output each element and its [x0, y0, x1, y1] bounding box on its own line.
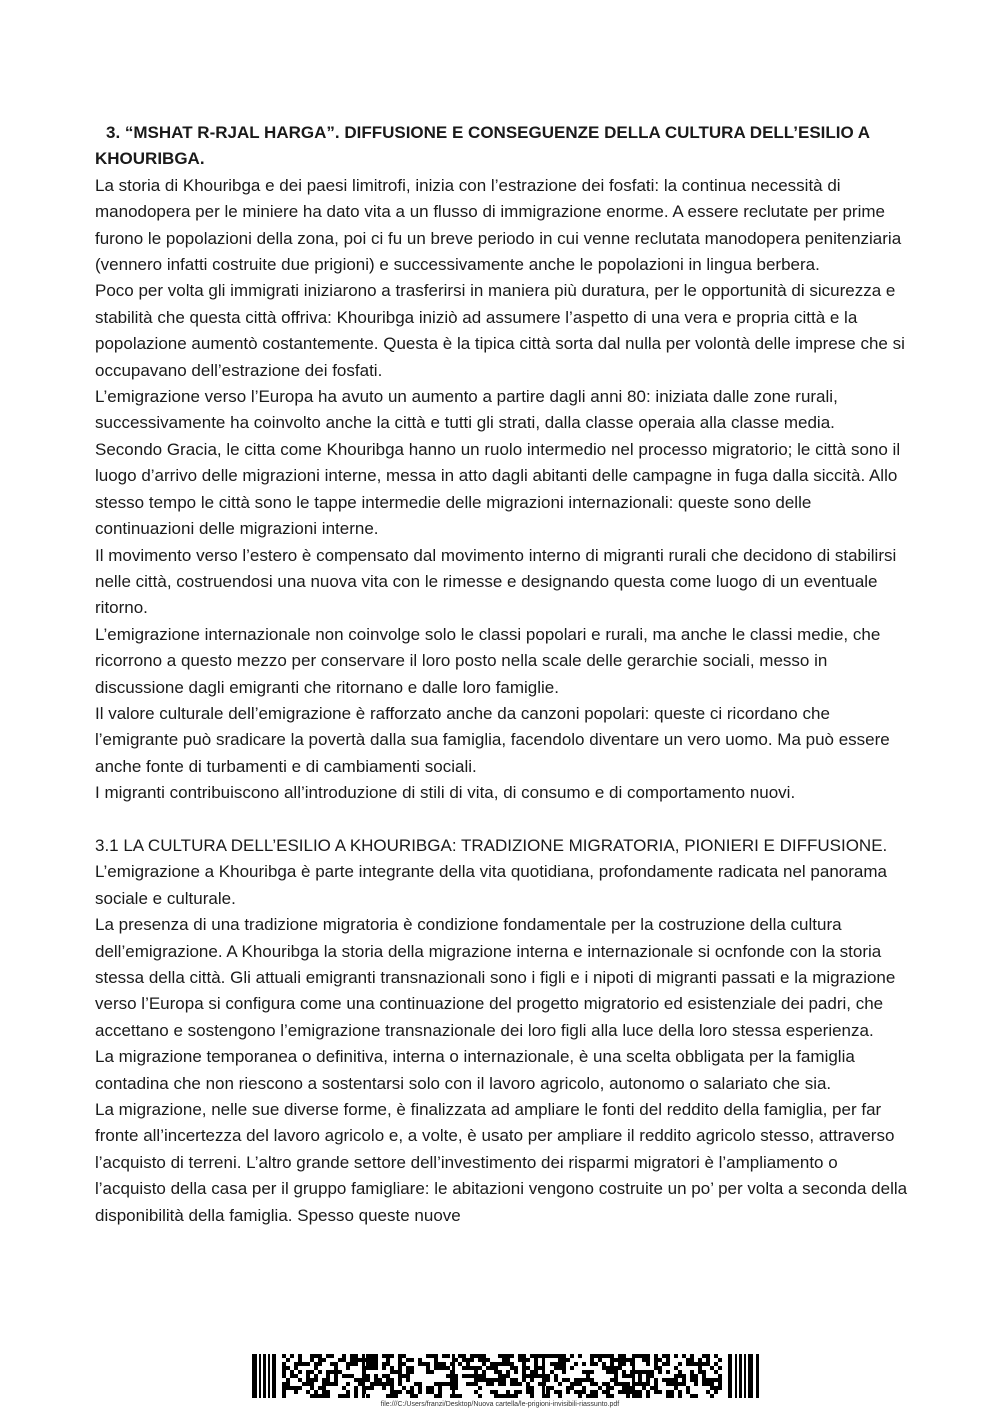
- paragraph: La storia di Khouribga e dei paesi limitrofi, inizia con l’estrazione dei fosfati: la continua necessità di manodopera per le miniere ha dato vita a un flusso di immigrazione enorme. A essere reclutate per prime furono le popolazioni della zona, poi ci fu un breve periodo in cui venne reclutata manodopera penitenziaria (vennero infatti costruite due prigioni) e successivamente anche le popolazioni in lingua berbera.: [95, 175, 902, 275]
- section-3-heading: 3. “MSHAT R-RJAL HARGA”. DIFFUSIONE E CONSEGUENZE DELLA CULTURA DELL’ESILIO A KHOURIBGA.: [95, 123, 870, 169]
- paragraph: La migrazione temporanea o definitiva, interna o internazionale, è una scelta obbligata per la famiglia contadina che non riescono a sostentarsi solo con il lavoro agricolo, autonomo o salariato che sia.: [95, 1047, 855, 1093]
- section-spacer: [95, 807, 910, 833]
- paragraph: L’emigrazione verso l’Europa ha avuto un aumento a partire dagli anni 80: iniziata dalle zone rurali, successivamente ha coinvolto anche la città e tutti gli strati, dalla classe operaia alla classe media.: [95, 387, 838, 433]
- paragraph: L’emigrazione internazionale non coinvolge solo le classi popolari e rurali, ma anche le classi medie, che ricorrono a questo mezzo per conservare il loro posto nella scale delle gerarchie sociali, messo in discussione dagli emigranti che ritornano e dalle loro famiglie.: [95, 624, 881, 697]
- paragraph: Secondo Gracia, le citta come Khouribga hanno un ruolo intermedio nel processo migratorio; le città sono il luogo d’arrivo delle migrazioni interne, messa in atto dagli abitanti delle campagne in fuga dalla siccità. Allo stesso tempo le città sono le tappe intermedie delle migrazioni internazionali: queste sono delle continuazioni delle migrazioni interne.: [95, 439, 901, 539]
- barcode-icon: [252, 1354, 762, 1398]
- paragraph: Il valore culturale dell’emigrazione è rafforzato anche da canzoni popolari: queste ci ricordano che l’emigrante può sradicare la povertà dalla sua famiglia, facendolo diventare un vero uomo. Ma può essere anche fonte di turbamenti e di cambiamenti sociali.: [95, 703, 890, 776]
- document-body: [95, 120, 910, 1229]
- paragraph: L’emigrazione a Khouribga è parte integrante della vita quotidiana, profondamente radicata nel panorama sociale e culturale.: [95, 862, 887, 908]
- paragraph: Poco per volta gli immigrati iniziarono a trasferirsi in maniera più duratura, per le opportunità di sicurezza e stabilità che questa città offriva: Khouribga iniziò ad assumere l’aspetto di una vera e propria città e la popolazione aumentò costantemente. Questa è la tipica città sorta dal nulla per volontà delle imprese che si occupavano dell’estrazione dei fosfati.: [95, 281, 905, 380]
- paragraph: La migrazione, nelle sue diverse forme, è finalizzata ad ampliare le fonti del reddito della famiglia, per far fronte all’incertezza del lavoro agricolo e, a volte, è usato per ampliare il reddito agricolo stesso, attraverso l’acquisto di terreni. L’altro grande settore dell’investimento dei risparmi migratori è l’ampliamento o l’acquisto della casa per il gruppo famigliare: le abitazioni vengono costruite un po’ per volta a seconda della disponibilità della famiglia. Spesso queste nuove: [95, 1100, 908, 1225]
- paragraph: Il movimento verso l’estero è compensato dal movimento interno di migranti rurali che decidono di stabilirsi nelle città, costruendosi una nuova vita con le rimesse e designando questa come luogo di un eventuale ritorno.: [95, 545, 897, 618]
- paragraph: I migranti contribuiscono all’introduzione di stili di vita, di consumo e di comportamento nuovi.: [95, 783, 796, 803]
- paragraph: La presenza di una tradizione migratoria è condizione fondamentale per la costruzione della cultura dell’emigrazione. A Khouribga la storia della migrazione interna e internazionale si ocnfonde con la storia stessa della città. Gli attuali emigranti transnazionali sono i figli e i nipoti di migranti passati e la migrazione verso l’Europa si configura come una continuazione del progetto migratorio ed esistenziale dei padri, che accettano e sostengono l’emigrazione transnazionale dei loro figli alla luce della loro stessa esperienza.: [95, 915, 896, 1040]
- footer-file-path: file:///C:/Users/franzi/Desktop/Nuova cartella/le-prigioni-invisibili-riassunto.pdf: [380, 1401, 620, 1408]
- section-3-1-heading: 3.1 LA CULTURA DELL’ESILIO A KHOURIBGA: TRADIZIONE MIGRATORIA, PIONIERI E DIFFUSIONE.: [95, 835, 888, 855]
